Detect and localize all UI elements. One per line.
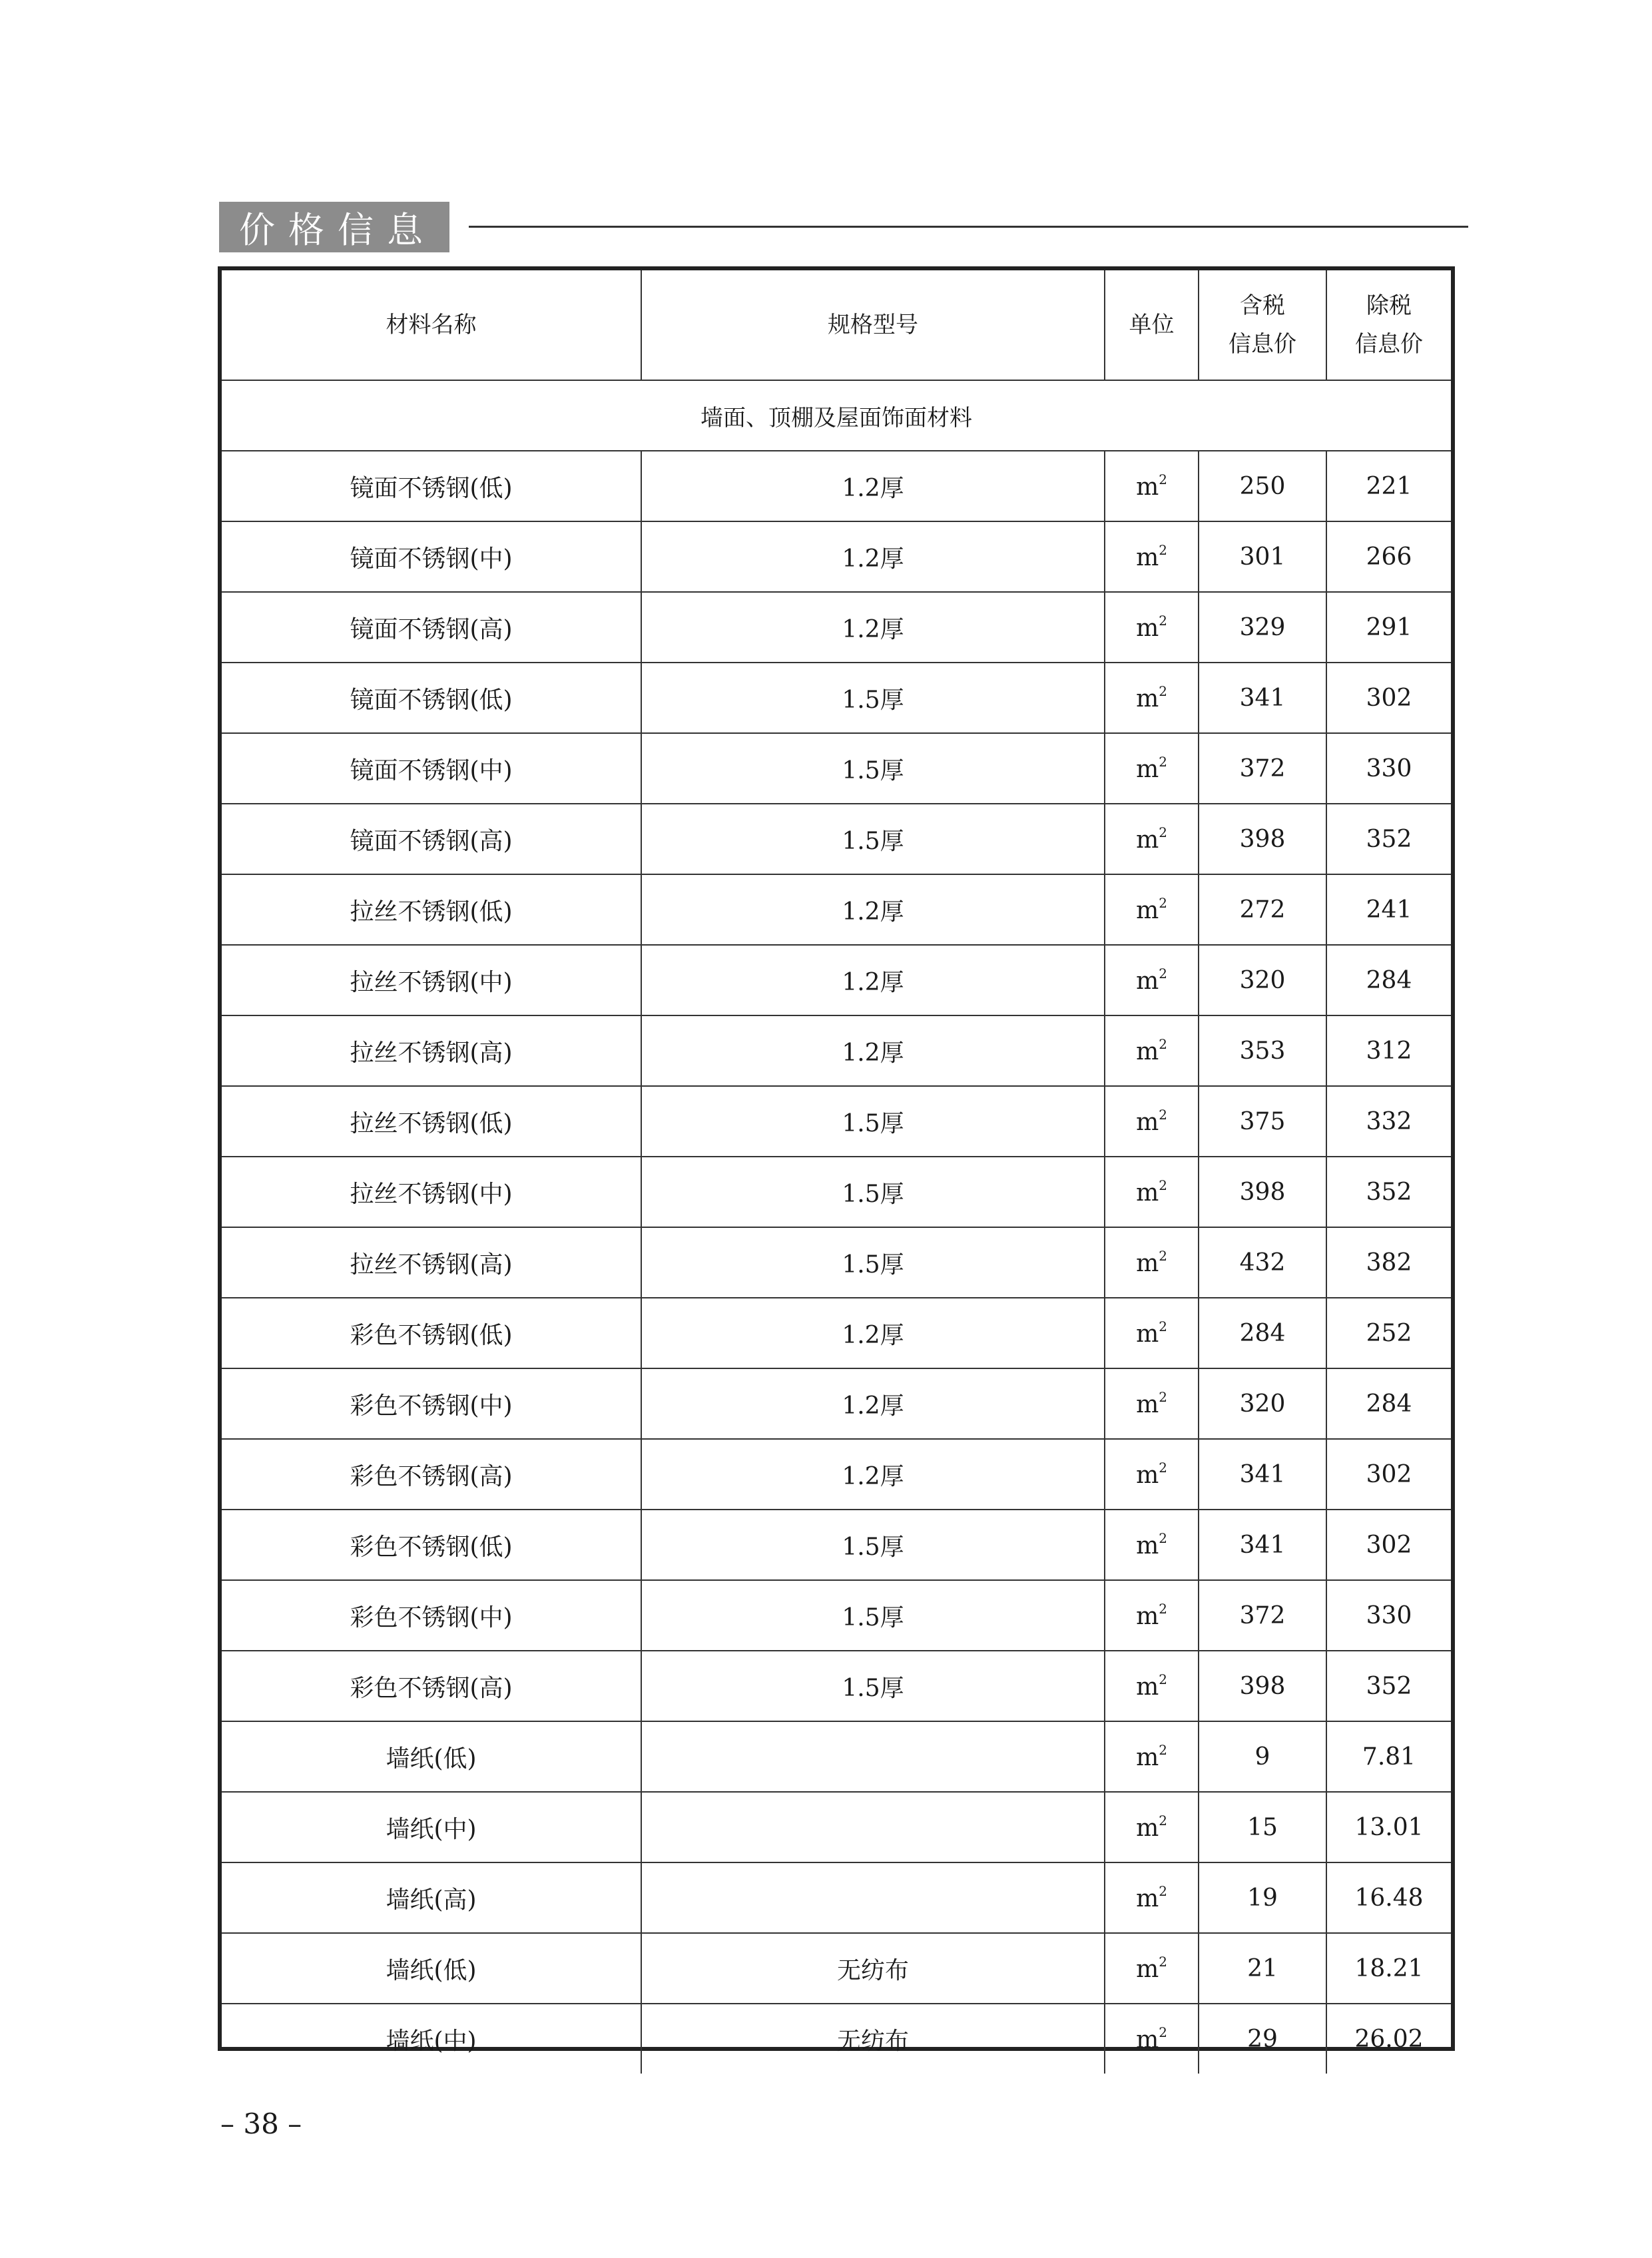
unit-text: m <box>1136 1885 1159 1912</box>
cell-unit <box>1105 945 1199 1015</box>
table-row <box>222 2004 1451 2074</box>
cell-price-with-tax: 320 <box>1199 945 1326 1015</box>
cell-material-name: 彩色不锈钢(中) <box>222 1580 641 1651</box>
unit-text: m <box>1136 1532 1159 1559</box>
cell-unit <box>1105 592 1199 663</box>
cell-price-with-tax: 250 <box>1199 451 1326 521</box>
cell-price-without-tax: 302 <box>1326 663 1451 733</box>
cell-price-with-tax: 301 <box>1199 521 1326 592</box>
unit-superscript: 2 <box>1159 1530 1167 1546</box>
cell-price-without-tax: 382 <box>1326 1227 1451 1298</box>
cell-unit <box>1105 1015 1199 1086</box>
table-row <box>222 1368 1451 1439</box>
unit-superscript: 2 <box>1159 2024 1167 2040</box>
cell-price-without-tax: 252 <box>1326 1298 1451 1368</box>
cell-material-name: 镜面不锈钢(中) <box>222 521 641 592</box>
unit-text: m <box>1136 1956 1159 1983</box>
cell-price-with-tax: 284 <box>1199 1298 1326 1368</box>
cell-unit <box>1105 1298 1199 1368</box>
cell-unit <box>1105 1862 1199 1933</box>
unit-text: m <box>1136 2026 1159 2054</box>
unit-text: m <box>1136 1462 1159 1489</box>
cell-material-name: 拉丝不锈钢(低) <box>222 874 641 945</box>
cell-material-name: 墙纸(中) <box>222 2004 641 2074</box>
unit-text: m <box>1136 1744 1159 1771</box>
cell-unit <box>1105 1721 1199 1792</box>
table-row <box>222 1580 1451 1651</box>
cell-unit <box>1105 1439 1199 1510</box>
price-table <box>222 270 1451 2074</box>
cell-unit <box>1105 1933 1199 2004</box>
unit-text: m <box>1136 1109 1159 1136</box>
cell-unit <box>1105 1510 1199 1580</box>
cell-spec: 1.2厚 <box>641 1298 1105 1368</box>
table-row <box>222 1792 1451 1862</box>
cell-material-name: 镜面不锈钢(高) <box>222 804 641 874</box>
unit-superscript: 2 <box>1159 1107 1167 1123</box>
unit-superscript: 2 <box>1159 1318 1167 1334</box>
cell-spec: 1.5厚 <box>641 1580 1105 1651</box>
cell-price-with-tax: 19 <box>1199 1862 1326 1933</box>
cell-unit <box>1105 1792 1199 1862</box>
cell-material-name: 墙纸(中) <box>222 1792 641 1862</box>
cell-unit <box>1105 521 1199 592</box>
table-row <box>222 874 1451 945</box>
table-row <box>222 1439 1451 1510</box>
cell-spec: 1.2厚 <box>641 945 1105 1015</box>
cell-price-with-tax: 353 <box>1199 1015 1326 1086</box>
cell-price-with-tax: 320 <box>1199 1368 1326 1439</box>
table-row <box>222 521 1451 592</box>
cell-price-without-tax: 284 <box>1326 1368 1451 1439</box>
unit-superscript: 2 <box>1159 1036 1167 1052</box>
table-row <box>222 592 1451 663</box>
page-number: – 38 – <box>220 2108 302 2140</box>
section-heading-row <box>222 380 1451 451</box>
table-row <box>222 1157 1451 1227</box>
cell-price-without-tax: 284 <box>1326 945 1451 1015</box>
table-row <box>222 804 1451 874</box>
cell-spec: 1.5厚 <box>641 804 1105 874</box>
table-row <box>222 1862 1451 1933</box>
unit-superscript: 2 <box>1159 895 1167 911</box>
column-header-unit: 单位 <box>1105 270 1199 380</box>
section-heading: 墙面、顶棚及屋面饰面材料 <box>222 380 1451 451</box>
unit-text: m <box>1136 685 1159 712</box>
unit-superscript: 2 <box>1159 1389 1167 1405</box>
cell-price-with-tax: 398 <box>1199 804 1326 874</box>
cell-unit <box>1105 451 1199 521</box>
column-header-spec: 规格型号 <box>641 270 1105 380</box>
cell-price-with-tax: 372 <box>1199 1580 1326 1651</box>
section-title-tab: 价格信息 <box>219 202 449 252</box>
cell-spec: 1.2厚 <box>641 521 1105 592</box>
unit-text: m <box>1136 1179 1159 1207</box>
cell-price-with-tax: 9 <box>1199 1721 1326 1792</box>
unit-text: m <box>1136 615 1159 642</box>
cell-price-with-tax: 398 <box>1199 1651 1326 1721</box>
table-row <box>222 1510 1451 1580</box>
table-row <box>222 1933 1451 2004</box>
table-row <box>222 945 1451 1015</box>
cell-price-without-tax: 312 <box>1326 1015 1451 1086</box>
price-table-frame <box>218 266 1455 2055</box>
unit-superscript: 2 <box>1159 613 1167 629</box>
unit-superscript: 2 <box>1159 1177 1167 1193</box>
cell-price-with-tax: 272 <box>1199 874 1326 945</box>
cell-price-with-tax: 341 <box>1199 1439 1326 1510</box>
cell-price-with-tax: 341 <box>1199 663 1326 733</box>
cell-spec <box>641 1792 1105 1862</box>
cell-price-without-tax: 7.81 <box>1326 1721 1451 1792</box>
cell-spec: 1.2厚 <box>641 592 1105 663</box>
unit-superscript: 2 <box>1159 1671 1167 1687</box>
cell-unit <box>1105 2004 1199 2074</box>
cell-price-with-tax: 372 <box>1199 733 1326 804</box>
cell-price-with-tax: 375 <box>1199 1086 1326 1157</box>
cell-price-without-tax: 302 <box>1326 1510 1451 1580</box>
cell-unit <box>1105 1157 1199 1227</box>
unit-superscript: 2 <box>1159 754 1167 770</box>
cell-spec: 1.2厚 <box>641 1439 1105 1510</box>
cell-spec: 无纺布 <box>641 2004 1105 2074</box>
cell-material-name: 墙纸(高) <box>222 1862 641 1933</box>
cell-price-with-tax: 21 <box>1199 1933 1326 2004</box>
unit-text: m <box>1136 1815 1159 1842</box>
cell-unit <box>1105 1227 1199 1298</box>
unit-text: m <box>1136 1038 1159 1065</box>
unit-text: m <box>1136 756 1159 783</box>
cell-spec: 1.2厚 <box>641 874 1105 945</box>
cell-unit <box>1105 1368 1199 1439</box>
cell-material-name: 彩色不锈钢(中) <box>222 1368 641 1439</box>
cell-material-name: 彩色不锈钢(高) <box>222 1651 641 1721</box>
cell-material-name: 镜面不锈钢(高) <box>222 592 641 663</box>
cell-spec: 1.5厚 <box>641 1651 1105 1721</box>
cell-price-with-tax: 329 <box>1199 592 1326 663</box>
table-row <box>222 1227 1451 1298</box>
table-header-row <box>222 270 1451 380</box>
table-row <box>222 1086 1451 1157</box>
unit-text: m <box>1136 1391 1159 1418</box>
cell-material-name: 拉丝不锈钢(低) <box>222 1086 641 1157</box>
unit-text: m <box>1136 826 1159 854</box>
cell-spec: 1.2厚 <box>641 1368 1105 1439</box>
cell-price-without-tax: 330 <box>1326 733 1451 804</box>
cell-spec: 1.5厚 <box>641 1510 1105 1580</box>
cell-price-without-tax: 352 <box>1326 804 1451 874</box>
cell-spec: 1.5厚 <box>641 733 1105 804</box>
cell-price-without-tax: 291 <box>1326 592 1451 663</box>
unit-text: m <box>1136 1603 1159 1630</box>
unit-superscript: 2 <box>1159 966 1167 982</box>
unit-superscript: 2 <box>1159 824 1167 840</box>
unit-superscript: 2 <box>1159 1742 1167 1758</box>
table-row <box>222 663 1451 733</box>
cell-material-name: 镜面不锈钢(中) <box>222 733 641 804</box>
unit-text: m <box>1136 1673 1159 1701</box>
cell-price-without-tax: 241 <box>1326 874 1451 945</box>
column-header-name: 材料名称 <box>222 270 641 380</box>
cell-price-with-tax: 432 <box>1199 1227 1326 1298</box>
unit-superscript: 2 <box>1159 1883 1167 1899</box>
cell-spec: 1.5厚 <box>641 1157 1105 1227</box>
cell-material-name: 墙纸(低) <box>222 1721 641 1792</box>
cell-price-without-tax: 26.02 <box>1326 2004 1451 2074</box>
unit-text: m <box>1136 897 1159 924</box>
unit-superscript: 2 <box>1159 1954 1167 1970</box>
cell-unit <box>1105 663 1199 733</box>
cell-price-with-tax: 29 <box>1199 2004 1326 2074</box>
cell-material-name: 拉丝不锈钢(高) <box>222 1015 641 1086</box>
cell-unit <box>1105 733 1199 804</box>
unit-superscript: 2 <box>1159 1248 1167 1264</box>
cell-unit <box>1105 1086 1199 1157</box>
cell-price-without-tax: 16.48 <box>1326 1862 1451 1933</box>
cell-price-without-tax: 330 <box>1326 1580 1451 1651</box>
cell-spec: 1.2厚 <box>641 1015 1105 1086</box>
cell-material-name: 墙纸(低) <box>222 1933 641 2004</box>
cell-price-without-tax: 13.01 <box>1326 1792 1451 1862</box>
cell-price-without-tax: 332 <box>1326 1086 1451 1157</box>
cell-spec <box>641 1721 1105 1792</box>
cell-material-name: 彩色不锈钢(低) <box>222 1510 641 1580</box>
unit-superscript: 2 <box>1159 1460 1167 1476</box>
cell-price-without-tax: 352 <box>1326 1157 1451 1227</box>
table-row <box>222 1651 1451 1721</box>
cell-material-name: 彩色不锈钢(高) <box>222 1439 641 1510</box>
table-row <box>222 1298 1451 1368</box>
cell-unit <box>1105 804 1199 874</box>
cell-material-name: 彩色不锈钢(低) <box>222 1298 641 1368</box>
unit-superscript: 2 <box>1159 1601 1167 1617</box>
cell-spec: 1.5厚 <box>641 1227 1105 1298</box>
unit-superscript: 2 <box>1159 471 1167 487</box>
column-header-price-with-tax: 含税 信息价 <box>1199 270 1326 380</box>
unit-superscript: 2 <box>1159 1813 1167 1829</box>
cell-spec: 1.5厚 <box>641 663 1105 733</box>
cell-price-without-tax: 266 <box>1326 521 1451 592</box>
unit-text: m <box>1136 968 1159 995</box>
unit-superscript: 2 <box>1159 542 1167 558</box>
cell-spec: 1.2厚 <box>641 451 1105 521</box>
table-row <box>222 1721 1451 1792</box>
cell-price-without-tax: 352 <box>1326 1651 1451 1721</box>
cell-unit <box>1105 874 1199 945</box>
cell-price-without-tax: 221 <box>1326 451 1451 521</box>
cell-material-name: 拉丝不锈钢(高) <box>222 1227 641 1298</box>
cell-spec <box>641 1862 1105 1933</box>
cell-price-with-tax: 398 <box>1199 1157 1326 1227</box>
table-row <box>222 733 1451 804</box>
cell-spec: 无纺布 <box>641 1933 1105 2004</box>
cell-price-with-tax: 341 <box>1199 1510 1326 1580</box>
cell-material-name: 镜面不锈钢(低) <box>222 451 641 521</box>
header-divider <box>469 226 1468 228</box>
unit-superscript: 2 <box>1159 683 1167 699</box>
table-row <box>222 1015 1451 1086</box>
table-row <box>222 451 1451 521</box>
cell-unit <box>1105 1580 1199 1651</box>
cell-unit <box>1105 1651 1199 1721</box>
cell-material-name: 镜面不锈钢(低) <box>222 663 641 733</box>
cell-material-name: 拉丝不锈钢(中) <box>222 1157 641 1227</box>
cell-material-name: 拉丝不锈钢(中) <box>222 945 641 1015</box>
unit-text: m <box>1136 1250 1159 1277</box>
unit-text: m <box>1136 473 1159 501</box>
unit-text: m <box>1136 544 1159 571</box>
column-header-price-without-tax: 除税 信息价 <box>1326 270 1451 380</box>
cell-spec: 1.5厚 <box>641 1086 1105 1157</box>
cell-price-without-tax: 302 <box>1326 1439 1451 1510</box>
unit-text: m <box>1136 1320 1159 1348</box>
cell-price-with-tax: 15 <box>1199 1792 1326 1862</box>
cell-price-without-tax: 18.21 <box>1326 1933 1451 2004</box>
